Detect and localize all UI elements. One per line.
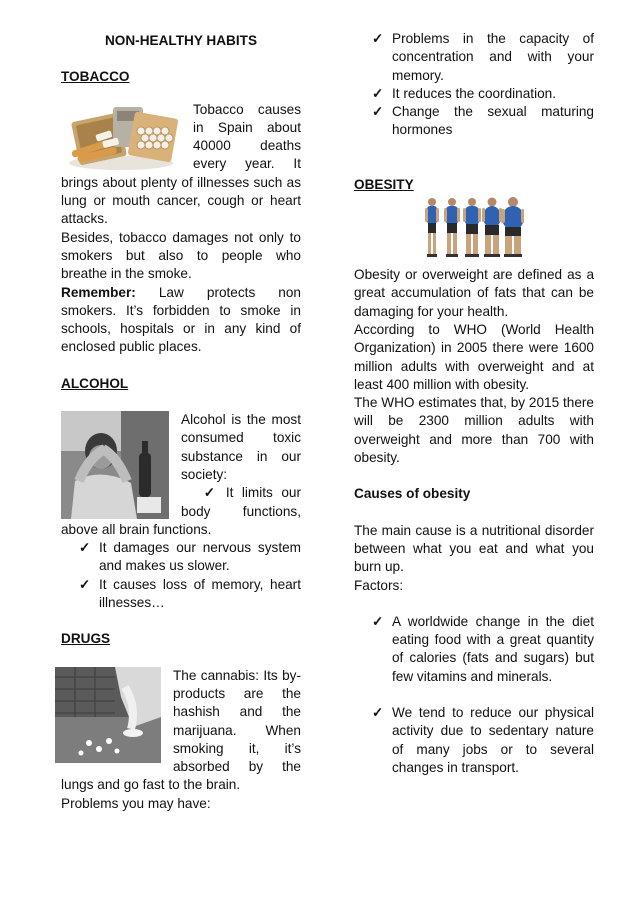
- check-icon: ✓: [372, 31, 384, 46]
- check-icon: ✓: [372, 85, 384, 101]
- tobacco-image: [61, 101, 181, 173]
- drugs-image: [55, 667, 161, 763]
- obesity-paragraph-1: Obesity or overweight are defined as a great accumulation of fats that can be damaging for your health.: [354, 267, 594, 319]
- alcohol-image: [61, 411, 169, 519]
- alcohol-list: [61, 539, 301, 612]
- alcohol-item-2: ✓ It damages our nervous system and makes us slower.: [79, 540, 301, 574]
- factor-item-2: ✓ We tend to reduce our physical activity due to sedentary nature of many jobs or to several changes in transport.: [372, 705, 594, 775]
- remember-label: Remember:: [61, 284, 136, 300]
- alcohol-item-1-text: It limits our body functions, above all brain functions.: [61, 485, 302, 537]
- left-column: [61, 30, 301, 813]
- drugs-paragraph-1: The cannabis: Its by-products are the hashish and the marijuana. When smoking it, it’s absorbed by the lungs and go fast to the brain.: [61, 667, 301, 793]
- obesity-heading: OBESITY: [354, 176, 414, 192]
- remember-text: Law protects non smokers. It’s forbidden to smoke in schools, hospitals or in any kind of enclosed public places.: [61, 284, 301, 355]
- factor-spacer: [354, 686, 594, 704]
- causes-paragraph-1: The main cause is a nutritional disorder between what you eat and what you burn up.: [354, 522, 594, 575]
- factors-label: Factors:: [354, 577, 404, 593]
- check-icon: ✓: [372, 705, 384, 721]
- check-icon: ✓: [372, 613, 384, 629]
- causes-heading: Causes of obesity: [354, 486, 471, 502]
- tobacco-paragraph-1: Tobacco causes in Spain about 40000 deaths every year. It brings about plenty of illnesses such as lung or mouth cancer, cough or heart attacks.: [61, 101, 301, 227]
- check-icon: ✓: [79, 576, 91, 592]
- problems-list: [354, 30, 594, 140]
- obesity-paragraph-3: The WHO estimates that, by 2015 there will be 2300 million adults with overweight and more than 700 with obesity.: [354, 395, 594, 466]
- alcohol-intro: Alcohol is the most consumed toxic substance in our society:: [181, 412, 301, 482]
- tobacco-remember: [61, 284, 301, 357]
- right-column: [354, 30, 594, 777]
- tobacco-paragraph-2: Besides, tobacco damages not only to smokers but also to people who breathe in the smoke.: [61, 229, 301, 282]
- check-icon: ✓: [79, 540, 91, 556]
- weight-progression-figures: [424, 196, 524, 262]
- drugs-heading: DRUGS: [61, 631, 111, 647]
- pills-on-floor-photo: [55, 667, 161, 763]
- problem-item-2: ✓ It reduces the coordination.: [354, 85, 594, 103]
- alcohol-item-3: ✓ It causes loss of memory, heart illnesses…: [79, 576, 301, 611]
- drugs-paragraph-2: Problems you may have:: [61, 795, 211, 811]
- cigarettes-illustration: [61, 101, 181, 173]
- problem-item-3: ✓ Change the sexual maturing hormones: [372, 104, 594, 138]
- obesity-image: [354, 196, 594, 266]
- check-icon: ✓: [372, 104, 384, 120]
- tobacco-heading: TOBACCO: [61, 69, 130, 85]
- factor-item-1: ✓ A worldwide change in the diet eating food with a great quantity of calories (fats and sugars) but few vitamins and minerals.: [372, 613, 594, 684]
- drinking-man-photo: [61, 411, 169, 519]
- obesity-paragraph-2: According to WHO (World Health Organization) in 2005 there were 1600 million adults with overweight and at least 400 million with obesity.: [354, 321, 594, 392]
- factors-list: [354, 613, 594, 777]
- problem-item-1: ✓ Problems in the capacity of concentration and with your memory.: [372, 31, 594, 83]
- check-icon: ✓: [199, 485, 220, 501]
- page-title: NON-HEALTHY HABITS: [104, 33, 258, 48]
- alcohol-heading: ALCOHOL: [61, 375, 129, 391]
